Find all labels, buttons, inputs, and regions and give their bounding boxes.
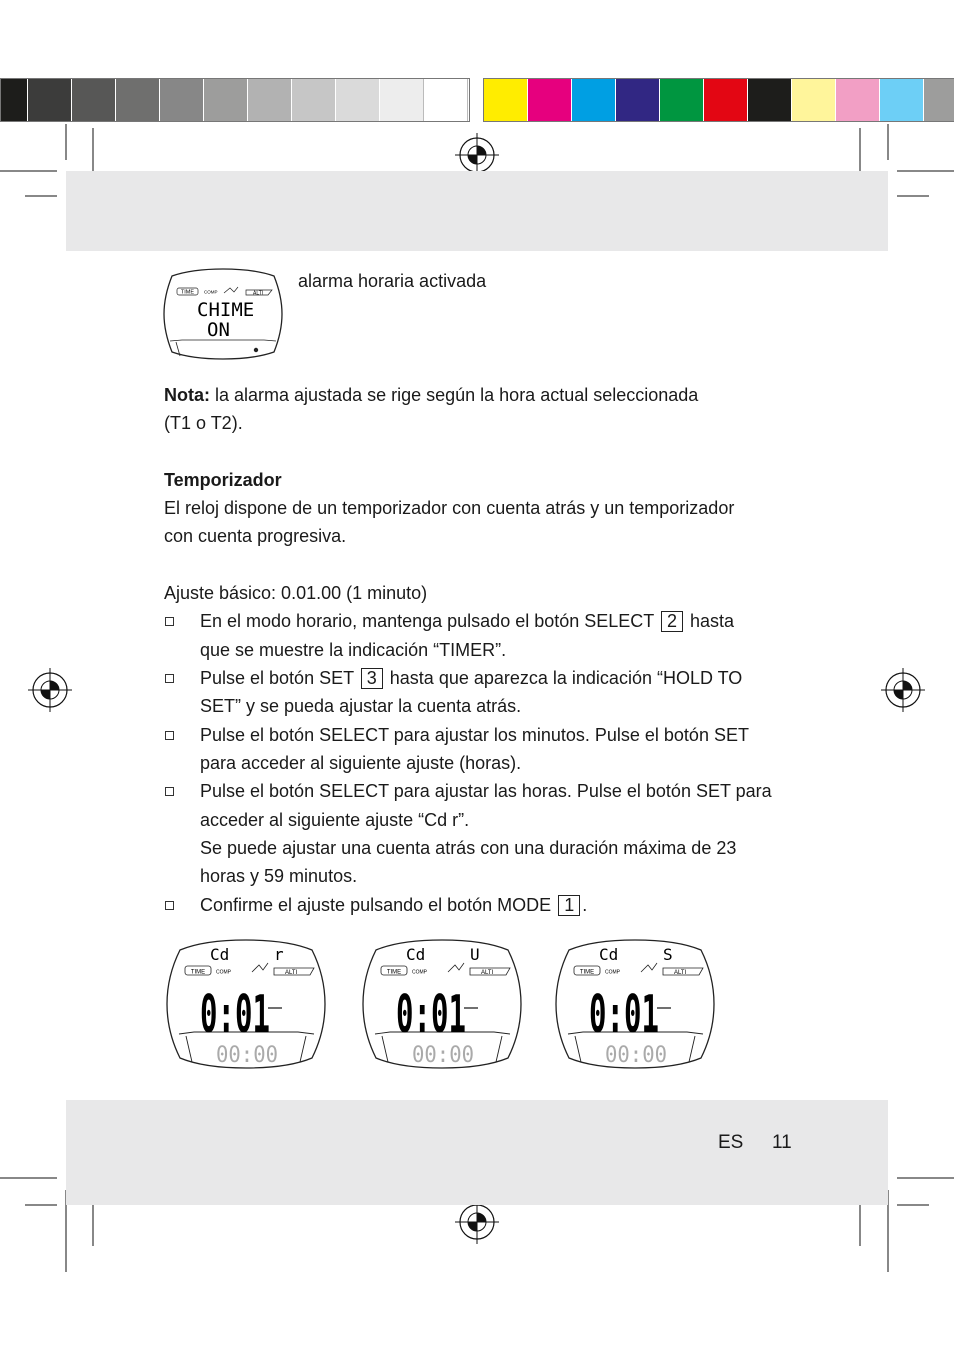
checkbox-icon <box>165 617 174 626</box>
step-2-line-2: SET” y se pueda ajustar la cuenta atrás. <box>200 696 522 716</box>
alti-label: ALTI <box>674 970 687 976</box>
comp-label: COMP <box>216 969 231 976</box>
altitude-graph-icon <box>448 963 464 972</box>
language-code: ES <box>718 1132 744 1153</box>
page-number: 11 <box>772 1132 792 1153</box>
step-1-line-1: En el modo horario, mantenga pulsado el botón SELECT 2 hasta <box>200 611 735 631</box>
checkbox-icon <box>165 787 174 796</box>
timer-watch-display <box>164 936 328 1072</box>
timer-watch-display <box>553 936 717 1072</box>
secondary-time-digits: 00:00 <box>412 1043 474 1068</box>
time-label: TIME <box>579 969 595 976</box>
button-number-badge: 1 <box>558 895 580 916</box>
comp-label: COMP <box>605 969 620 976</box>
registration-mark-bottom <box>455 1200 499 1244</box>
chime-caption: alarma horaria activada <box>298 271 487 291</box>
main-time-digits: 0:01 <box>589 985 659 1045</box>
lcd-line-1: CHIME <box>197 299 255 321</box>
mode-indicator: Cd <box>210 945 230 964</box>
registration-mark-left <box>28 668 72 712</box>
alti-label: ALTI <box>253 290 264 297</box>
mode-suffix: U <box>470 945 480 964</box>
altitude-graph-icon <box>641 963 657 972</box>
comp-label: COMP <box>204 289 218 295</box>
button-number-badge: 3 <box>361 668 383 689</box>
step-5-line-1: Confirme el ajuste pulsando el botón MODE 1 . <box>200 895 588 915</box>
note-line-2: (T1 o T2). <box>164 413 243 433</box>
button-number-badge: 2 <box>661 611 683 632</box>
step-4-line-4: horas y 59 minutos. <box>200 866 358 886</box>
chime-watch-display <box>162 266 284 362</box>
step-4-line-3: Se puede ajustar una cuenta atrás con una duración máxima de 23 <box>200 838 737 858</box>
checkbox-icon <box>165 901 174 910</box>
basic-setting: Ajuste básico: 0.01.00 (1 minuto) <box>164 583 428 603</box>
time-label: TIME <box>386 969 402 976</box>
secondary-time-digits: 00:00 <box>216 1043 278 1068</box>
mode-indicator: Cd <box>406 945 426 964</box>
main-time-digits: 0:01 <box>396 985 466 1045</box>
step-1-line-2: que se muestre la indicación “TIMER”. <box>200 640 507 660</box>
mode-indicator: Cd <box>599 945 619 964</box>
header-band <box>66 171 888 251</box>
comp-label: COMP <box>412 969 427 976</box>
lcd-line-2: ON <box>207 319 230 341</box>
mode-suffix: S <box>663 945 673 964</box>
section-intro-line-2: con cuenta progresiva. <box>164 526 347 546</box>
footer-band <box>66 1100 888 1205</box>
section-title: Temporizador <box>164 470 282 490</box>
timer-watch-display <box>360 936 524 1072</box>
mode-suffix: r <box>274 945 284 964</box>
bell-icon <box>254 348 258 352</box>
step-3-line-2: para acceder al siguiente ajuste (horas). <box>200 753 522 773</box>
step-2-line-1: Pulse el botón SET 3 hasta que aparezca la indicación “HOLD TO <box>200 668 743 688</box>
registration-mark-right <box>881 668 925 712</box>
time-label: TIME <box>180 289 195 296</box>
main-time-digits: 0:01 <box>200 985 270 1045</box>
altitude-graph-icon <box>252 963 268 972</box>
section-intro-line-1: El reloj dispone de un temporizador con cuenta atrás y un temporizador <box>164 498 735 518</box>
step-3-line-1: Pulse el botón SELECT para ajustar los minutos. Pulse el botón SET <box>200 725 749 745</box>
step-4-line-2: acceder al siguiente ajuste “Cd r”. <box>200 810 470 830</box>
note-line-1: Nota: la alarma ajustada se rige según la hora actual seleccionada <box>164 385 699 405</box>
checkbox-icon <box>165 731 174 740</box>
secondary-time-digits: 00:00 <box>605 1043 667 1068</box>
checkbox-icon <box>165 674 174 683</box>
time-label: TIME <box>190 969 206 976</box>
step-4-line-1: Pulse el botón SELECT para ajustar las horas. Pulse el botón SET para <box>200 781 772 801</box>
alti-label: ALTI <box>481 970 494 976</box>
note-label: Nota: <box>164 385 210 405</box>
alti-label: ALTI <box>285 970 298 976</box>
